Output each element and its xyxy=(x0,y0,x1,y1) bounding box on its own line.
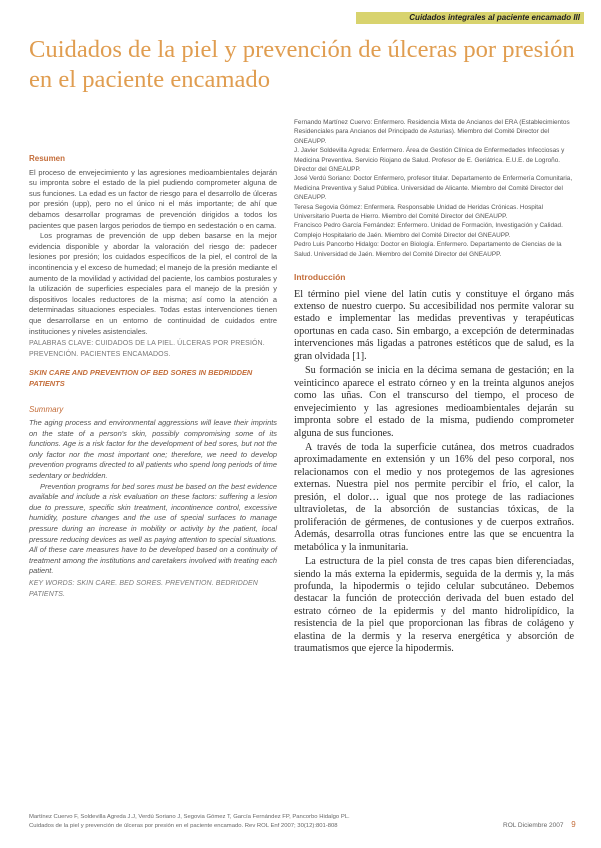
section-header-bar xyxy=(356,12,584,24)
citation-line-1: Martínez Cuervo F, Soldevilla Agreda J.J, Verdú Soriano J, Segovia Gómez T, García Fernández FP, Pancorbo Hidalgo PL. xyxy=(29,814,350,820)
citation-footer xyxy=(29,813,429,830)
section-header-text: Cuidados integrales al paciente encamado III xyxy=(409,13,580,22)
author-entry: Teresa Segovia Gómez: Enfermera. Responsable Unidad de Heridas Crónicas. Hospital Universitario Puerta de Hierro. Miembro del Comité Director del GNEAUPP. xyxy=(294,203,544,221)
english-summary xyxy=(29,405,277,600)
right-column xyxy=(294,118,574,658)
citation-line-2: Cuidados de la piel y prevención de úlceras por presión en el paciente encamado. Rev ROL Enf 2007; 30(12):801-808 xyxy=(29,822,338,829)
author-entry: J. Javier Soldevilla Agreda: Enfermero. Área de Gestión Clínica de Enfermedades Infecciosas y Medicina Preventiva. Servicio Riojano de Salud. Profesor de E. Geriátrica. E.U.E. de Logroño. Director del GNEAUPP. xyxy=(294,147,565,174)
author-entry: Pedro Luis Pancorbo Hidalgo: Doctor en Biología. Enfermero. Departamento de Ciencias de la Salud. Universidad de Jaén. Miembro del Comité Director del GNEAUPP. xyxy=(294,241,562,258)
introduction-section xyxy=(294,271,574,656)
summary-heading: Summary xyxy=(29,405,64,415)
english-title: SKIN CARE AND PREVENTION OF BED SORES IN BEDRIDDEN PATIENTS xyxy=(29,368,253,388)
resumen-keywords: PALABRAS CLAVE: CUIDADOS DE LA PIEL. ÚLCERAS POR PRESIÓN. PREVENCIÓN. PACIENTES ENCAMADOS. xyxy=(29,340,265,358)
author-entry: Francisco Pedro García Fernández: Enfermero. Unidad de Formación, Investigación y Calidad. Complejo Hospitalario de Jaén. Miembro del Comité Director del GNEAUPP. xyxy=(294,222,563,239)
author-entry: Fernando Martínez Cuervo: Enfermero. Residencia Mixta de Ancianos del ERA (Establecimientos Residenciales para Ancianos del Principado de Asturias). Miembro del Comité Director del GNEAUPP. xyxy=(294,119,570,145)
article-title: Cuidados de la piel y prevención de úlceras por presión en el paciente encamado xyxy=(29,36,575,93)
summary-keywords: KEY WORDS: SKIN CARE. BED SORES. PREVENTION. BEDRIDDEN PATIENTS. xyxy=(29,579,258,598)
author-list xyxy=(294,118,574,259)
page-number: 9 xyxy=(571,820,576,829)
journal-issue: ROL Diciembre 2007 xyxy=(503,822,564,829)
intro-paragraph-2: Su formación se inicia en la décima semana de gestación; en la veinticinco aparece el estrato córneo y en la treinta algunos anejos como las uñas. Con el transcurso del tiempo, el proceso de envejecimiento y las agresiones medioambientales dejarán su impronta sobre el estado de la misma, pudiendo comprometer alguna de sus funciones. xyxy=(294,365,574,439)
intro-paragraph-4: La estructura de la piel consta de tres capas bien diferenciadas, siendo la más externa la epidermis, seguida de la dermis y, la más profunda, la hipodermis o tejido celular subcutáneo. Debemos destacar la función de protección derivada del buen estado del estrato córneo de la epidermis y del manto hidrolipídico, la resistencia de la piel que proporcionan las fibras de colágeno y elastina de la dermis y la reserva energética y absorción de traumatismos que ejerce la hipodermis. xyxy=(294,556,574,655)
intro-paragraph-3: A través de toda la superficie cutánea, dos metros cuadrados aproximadamente en extensión y un 16% del peso corporal, nos relacionamos con el medio y nos protegemos de las agresiones externas. Nuestra piel nos permite percibir el frío, el calor, la presión, el dolor… igual que nos protege de las radiaciones ultravioletas, de la absorción de sustancias tóxicas, de la proliferación de gérmenes, de contusiones y de cuerpos extraños. Además, desarrolla otras funciones entre las que se encuentra la metabólica y la inmunitaria. xyxy=(294,441,574,553)
intro-paragraph-1: El término piel viene del latín cutis y constituye el órgano más extenso de nuestro cuerpo. Su accesibilidad nos permite valorar su estado e implementar las medidas preventivas y terapéuticas oportunas en cada caso. Sin embargo, a excepción de determinadas intervenciones más ligadas a patrones estéticos que de salud, es la gran olvidada [1]. xyxy=(294,288,574,362)
author-entry: José Verdú Soriano: Doctor Enfermero, profesor titular. Departamento de Enfermería Comunitaria, Medicina Preventiva y Salud Pública. Universidad de Alicante. Miembro del Comité Director del GNEAUPP. xyxy=(294,175,573,202)
introduction-heading: Introducción xyxy=(294,272,346,283)
resumen-heading: Resumen xyxy=(29,154,66,163)
resumen-paragraph-2: Los programas de prevención de upp deben basarse en la mejor evidencia disponible y abordar la valoración del riesgo de: padecer lesiones por presión; los cuidados específicos de la piel, el control de la incontinencia y el exceso de humedad; el manejo de la presión mediante el aumento de la movilidad y actividad del paciente, los cambios posturales y la utilización de superficies especiales para el manejo de la presión y dispositivos locales reductores de la misma; así como la atención a determinadas situaciones especiales. Todas estas intervenciones tienen que desarrollarse en un entorno de continuidad de cuidados entre instituciones y niveles asistenciales. xyxy=(29,231,277,336)
summary-paragraph-1: The aging process and environmental aggressions will leave their imprints on the state of a person's skin, possibly compromising some of its functions. Age is a risk factor for the development of bed sores, but not the only factor nor the most important one; therefore, we need to develop prevention programs directed to all patients who spend long periods of time sedentary or bedridden. xyxy=(29,418,277,481)
journal-footer xyxy=(503,820,576,829)
resumen-paragraph-1: El proceso de envejecimiento y las agresiones medioambientales dejarán su impronta sobre el estado de la piel pudiendo comprometer alguna de sus funciones. La edad es un factor de riesgo para el desarrollo de úlceras por presión (upp), pero no el único ni el más importante; de ahí que debamos desarrollar programas de prevención dirigidos a todos los pacientes que pasen largos periodos de tiempo en sedestación o en cama. xyxy=(29,167,277,230)
left-column xyxy=(29,154,277,600)
summary-paragraph-2: Prevention programs for bed sores must be based on the best evidence available and include a risk evaluation on these factors: suffering a lesion due to pressure, specific skin treatment, incontinence control, excessive humidity, posture changes and the use of special surfaces to manage pressure during an increase in mobility or activity by the patient, local pressure reducing devices as well as paying attention to special situations. All of these care measures have to be developed based on a continuity of treatment among the institutions and caretakers involved with treating each patient. xyxy=(29,481,277,576)
